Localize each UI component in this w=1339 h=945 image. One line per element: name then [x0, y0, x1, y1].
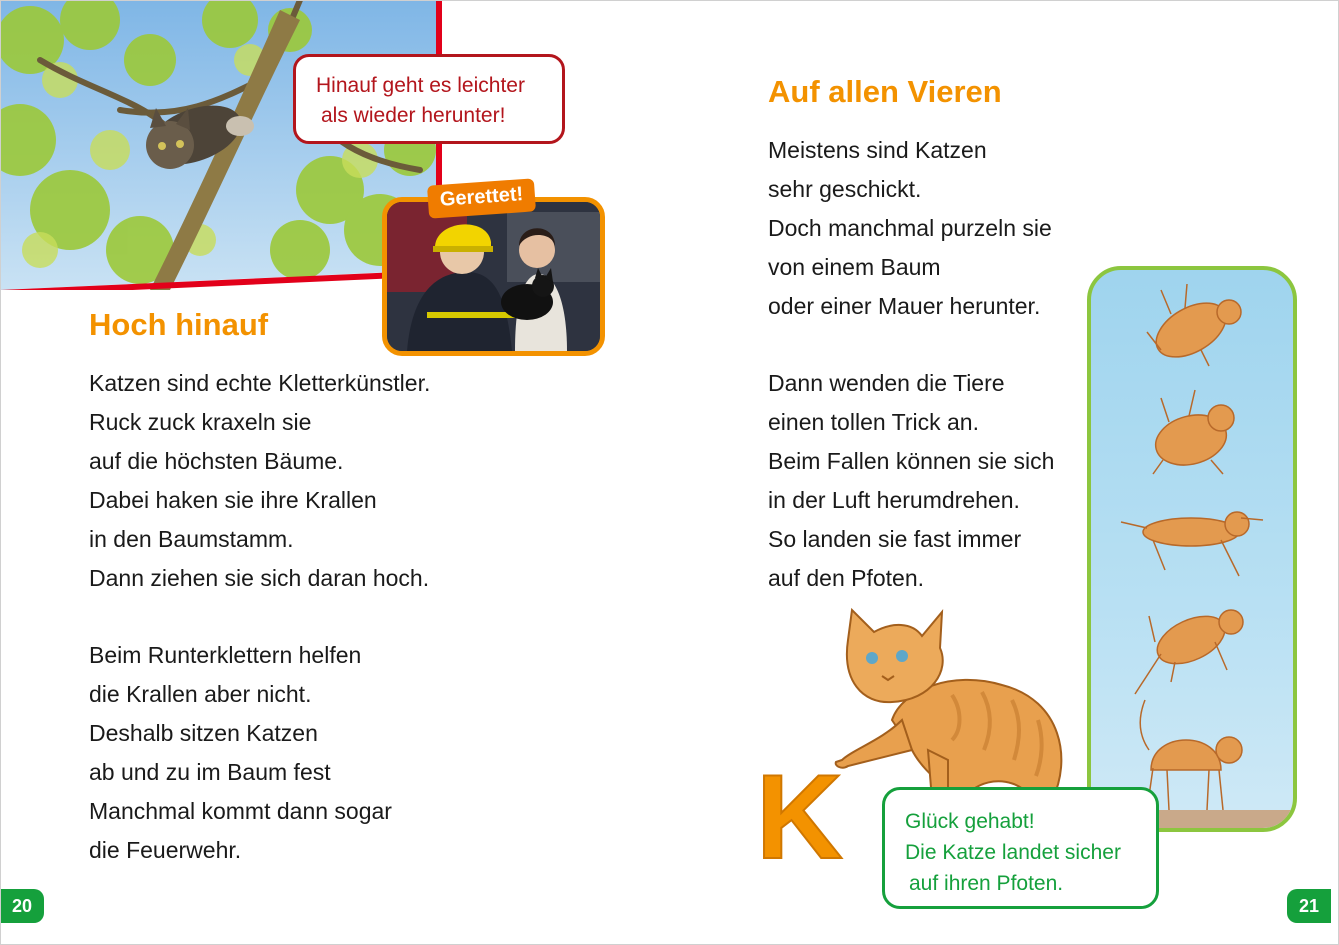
falling-cat-sequence-photo: [1087, 266, 1297, 832]
page-number-right: 21: [1287, 889, 1331, 923]
right-paragraph-2: [768, 364, 1054, 598]
text-line: Katzen sind echte Kletterkünstler.: [89, 370, 431, 396]
text-line: Doch manchmal purzeln sie: [768, 215, 1052, 241]
text-line: So landen sie fast immer: [768, 526, 1022, 552]
speech-bubble-red-line1: Hinauf geht es leichter: [316, 74, 525, 97]
page-number-left: 20: [0, 889, 44, 923]
text-line: sehr geschickt.: [768, 176, 922, 202]
speech-bubble-green: [882, 787, 1159, 909]
letter-k: K: [756, 750, 843, 880]
right-paragraph-1: [768, 131, 1052, 326]
text-line: die Krallen aber nicht.: [89, 681, 312, 707]
text-line: die Feuerwehr.: [89, 837, 242, 863]
text-line: in den Baumstamm.: [89, 526, 294, 552]
left-paragraph-2: [89, 636, 392, 870]
text-line: auf den Pfoten.: [768, 565, 925, 591]
text-line: auf die höchsten Bäume.: [89, 448, 344, 474]
text-line: Dann ziehen sie sich daran hoch.: [89, 565, 430, 591]
text-line: Beim Fallen können sie sich: [768, 448, 1055, 474]
heading-hoch-hinauf: Hoch hinauf: [89, 307, 269, 342]
text-line: Dann wenden die Tiere: [768, 370, 1005, 396]
text-line: Meistens sind Katzen: [768, 137, 987, 163]
speech-bubble-red: [293, 54, 565, 144]
text-line: ab und zu im Baum fest: [89, 759, 331, 785]
rescued-tag: Gerettet!: [427, 178, 536, 218]
left-paragraph-1: [89, 364, 430, 598]
text-line: Deshalb sitzen Katzen: [89, 720, 318, 746]
text-line: einen tollen Trick an.: [768, 409, 979, 435]
speech-bubble-green-line2: Die Katze landet sicher: [905, 841, 1121, 864]
text-line: Dabei haken sie ihre Krallen: [89, 487, 377, 513]
text-line: oder einer Mauer herunter.: [768, 293, 1041, 319]
firefighter-rescue-photo: [382, 197, 605, 356]
text-line: Ruck zuck kraxeln sie: [89, 409, 312, 435]
text-line: von einem Baum: [768, 254, 941, 280]
text-line: Manchmal kommt dann sogar: [89, 798, 392, 824]
heading-auf-allen-vieren: Auf allen Vieren: [768, 74, 1002, 109]
cat-in-tree-photo: [0, 0, 442, 290]
speech-bubble-green-line3: auf ihren Pfoten.: [909, 872, 1064, 895]
speech-bubble-green-line1: Glück gehabt!: [905, 810, 1035, 833]
text-line: in der Luft herumdrehen.: [768, 487, 1020, 513]
text-line: Beim Runterklettern helfen: [89, 642, 362, 668]
speech-bubble-red-line2: als wieder herunter!: [321, 104, 506, 127]
